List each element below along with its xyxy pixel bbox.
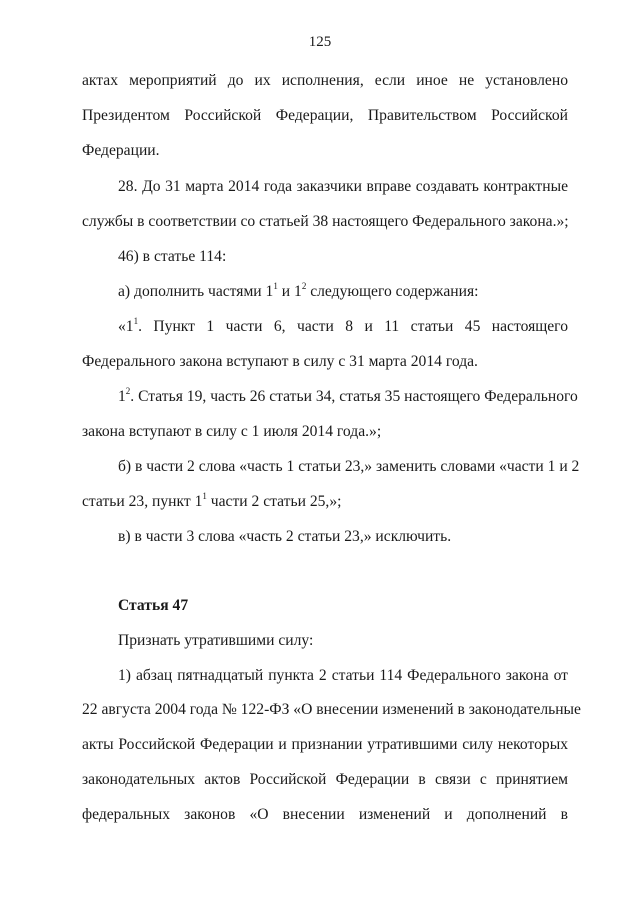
text-line (82, 492, 568, 512)
superscript: 2 (125, 385, 131, 396)
text-run: и 1 (277, 283, 302, 300)
text-run: статьи 23, пункт 1 (82, 493, 203, 510)
page-number: 125 (308, 34, 332, 50)
text-line (118, 282, 568, 302)
text-line: закона вступают в силу с 1 июля 2014 года.»; (82, 423, 382, 440)
text-line (118, 317, 568, 337)
text-line: Президентом Российской Федерации, Правительством Российской (82, 107, 568, 124)
text-run: части 2 статьи 25,»; (206, 493, 342, 510)
text-run: . Статья 19, часть 26 статьи 34, статья 35 настоящего Федерального (130, 388, 578, 405)
text-line: 22 августа 2004 года № 122-ФЗ «О внесении изменений в законодательные (82, 701, 581, 718)
article-heading: Статья 47 (118, 597, 189, 614)
text-line: акты Российской Федерации и признании утратившими силу некоторых (82, 736, 568, 753)
text-line: Федерации. (82, 142, 160, 159)
text-line: Федерального закона вступают в силу с 31 марта 2014 года. (82, 353, 478, 370)
text-line: 46) в статье 114: (118, 248, 227, 265)
text-line: б) в части 2 слова «часть 1 статьи 23,» заменить словами «части 1 и 2 (118, 458, 580, 475)
text-line: законодательных актов Российской Федерации в связи с принятием (82, 771, 568, 788)
text-run: а) дополнить частями 1 (118, 283, 274, 300)
text-line: 1) абзац пятнадцатый пункта 2 статьи 114 Федерального закона от (118, 667, 568, 684)
superscript: 1 (202, 490, 207, 501)
text-line: актах мероприятий до их исполнения, если иное не установлено (82, 72, 568, 89)
text-run: 1 (118, 388, 126, 405)
text-line: 28. До 31 марта 2014 года заказчики вправе создавать контрактные (118, 178, 568, 195)
text-run: «1 (118, 318, 134, 335)
text-run: следующего содержания: (306, 283, 479, 300)
superscript: 1 (273, 280, 278, 291)
text-run: . Пункт 1 части 6, части 8 и 11 статьи 45 настоящего (138, 318, 568, 335)
superscript: 1 (133, 315, 139, 326)
text-line: службы в соответствии со статьей 38 настоящего Федерального закона.»; (82, 213, 569, 230)
text-line: Признать утратившими силу: (118, 632, 314, 649)
superscript: 2 (301, 280, 307, 291)
text-line: федеральных законов «О внесении изменений и дополнений в (82, 806, 568, 823)
text-line (118, 385, 578, 407)
text-line: в) в части 3 слова «часть 2 статьи 23,» исключить. (118, 528, 452, 545)
